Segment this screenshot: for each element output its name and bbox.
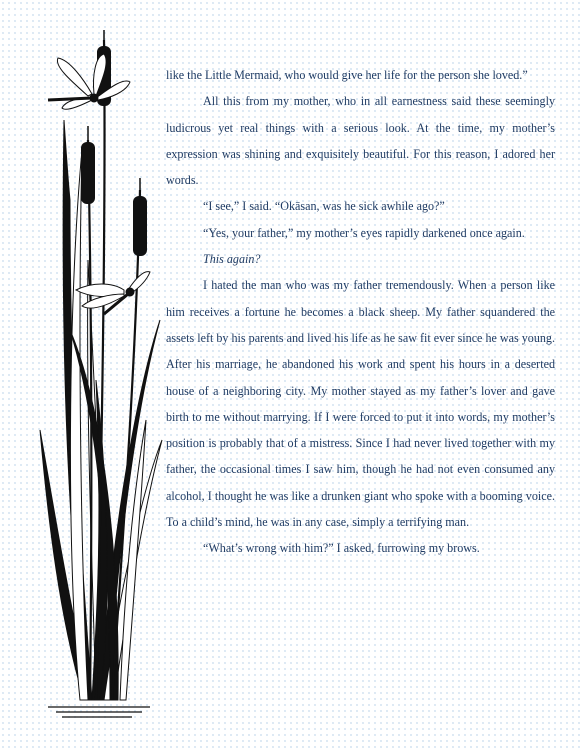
cattail-heads [81, 30, 147, 256]
body-text [166, 62, 555, 562]
water-lines [48, 707, 150, 717]
paragraph: like the Little Mermaid, who would give her life for the person she loved.” [166, 68, 528, 82]
cattail-dragonfly-illustration [0, 0, 165, 750]
paragraph: All this from my mother, who in all earnestness said these seemingly ludicrous yet real things with a serious look. At the time, my mother’s expression was shining and exquisitely beautiful. For this reason, I adored her words. [166, 94, 555, 188]
dragonfly-top [48, 54, 130, 109]
paragraph: “What’s wrong with him?” I asked, furrowing my brows. [203, 541, 480, 556]
dragonfly-bottom [76, 272, 150, 314]
paragraph: This again? [203, 252, 261, 267]
paragraph: “Yes, your father,” my mother’s eyes rapidly darkened once again. [203, 225, 525, 240]
paragraph: I hated the man who was my father tremendously. When a person like him receives a fortune he becomes a black sheep. My father squandered the assets left by his parents and lived his life as he saw fit ever since he was young. After his marriage, he abandoned his work and spent his hours in a deserted house of a neighboring city. My mother stayed as my father’s lover and gave birth to me without marrying. If I were forced to put it into words, my mother’s position is probably that of a mistress. Since I had never lived together with my father, the occasional times I saw him, though he had not even consumed any alcohol, I thought he was like a drunken giant who spoke with a booming voice. To a child’s mind, he was in any case, simply a terrifying man. [166, 278, 555, 530]
paragraph: “I see,” I said. “Okāsan, was he sick awhile ago?” [203, 199, 445, 214]
